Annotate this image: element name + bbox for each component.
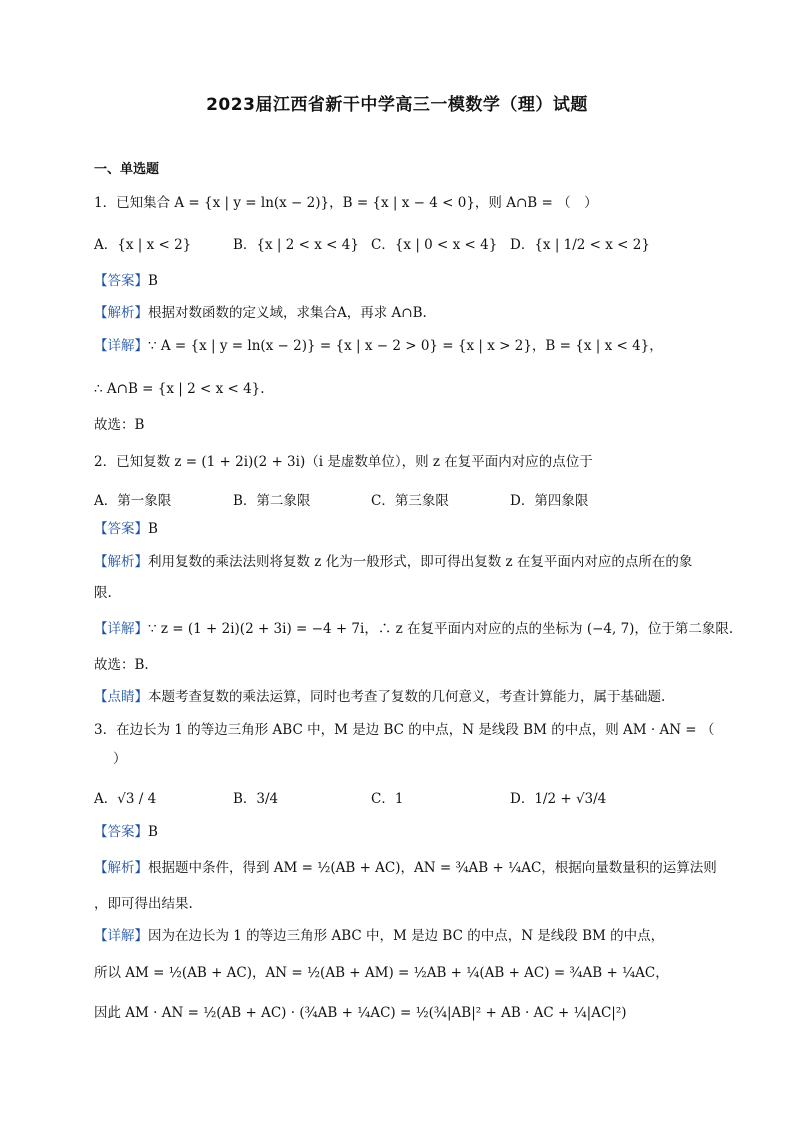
answer-value: B: [148, 824, 158, 840]
q3-detail-line3: 因此 AM · AN = ½(AB + AC) · (¾AB + ¼AC) = ½(¾|AB|² + AB · AC + ¼|AC|²): [94, 1005, 627, 1021]
q3-analysis-line1: [94, 858, 717, 878]
detail-tag: 【详解】: [94, 928, 148, 944]
q1-option-d: D．{x | 1/2 < x < 2}: [510, 237, 650, 253]
q3-option-d: D．1/2 + √3/4: [510, 791, 607, 807]
q2-comment: [94, 687, 665, 707]
q2-option-d: D．第四象限: [510, 493, 589, 509]
q2-option-b: B．第二象限: [233, 493, 311, 509]
q2-detail: [94, 619, 733, 639]
detail-text: ∵ A = {x | y = ln(x − 2)} = {x | x − 2 > 0} = {x | x > 2}，B = {x | x < 4}，: [148, 338, 663, 354]
q1-detail-line1: [94, 336, 663, 356]
q3-option-b: B．3/4: [233, 791, 279, 807]
q2-option-c: C．第三象限: [371, 493, 449, 509]
q2-choose: 故选：B.: [94, 657, 149, 673]
comment-tag: 【点睛】: [94, 689, 148, 705]
answer-value: B: [148, 273, 158, 289]
q3-answer: [94, 822, 158, 842]
answer-tag: 【答案】: [94, 521, 148, 537]
q3-detail-line1: [94, 926, 664, 946]
q3-analysis-line2: ，即可得出结果.: [94, 896, 193, 912]
q1-detail-line2: ∴ A∩B = {x | 2 < x < 4}.: [94, 381, 265, 397]
detail-text: ∵ z = (1 + 2i)(2 + 3i) = −4 + 7i，∴ z 在复平面内对应的点的坐标为 (−4, 7)，位于第二象限.: [148, 621, 734, 637]
q1-stem: 1．已知集合 A = {x | y = ln(x − 2)}，B = {x | x − 4 < 0}，则 A∩B = （ ）: [94, 195, 598, 211]
analysis-tag: 【解析】: [94, 554, 148, 570]
q1-analysis: [94, 303, 427, 323]
analysis-text: 根据对数函数的定义域，求集合A，再求 A∩B.: [148, 305, 427, 321]
q1-option-b: B．{x | 2 < x < 4}: [233, 237, 359, 253]
q2-analysis-line2: 限.: [94, 585, 112, 601]
q3-stem-line2: ）: [113, 751, 127, 767]
detail-text: 因为在边长为 1 的等边三角形 ABC 中，M 是边 BC 的中点，N 是线段 BM 的中点，: [148, 928, 665, 944]
answer-value: B: [148, 521, 158, 537]
analysis-text: 利用复数的乘法法则将复数 z 化为一般形式，即可得出复数 z 在复平面内对应的点所在的象: [148, 554, 693, 570]
answer-tag: 【答案】: [94, 824, 148, 840]
q1-option-a: A．{x | x < 2}: [94, 237, 192, 253]
answer-tag: 【答案】: [94, 273, 148, 289]
section-heading: 一、单选题: [94, 162, 160, 177]
analysis-tag: 【解析】: [94, 860, 148, 876]
detail-tag: 【详解】: [94, 621, 148, 637]
detail-tag: 【详解】: [94, 338, 148, 354]
q2-analysis-line1: [94, 552, 692, 572]
page-title: 2023届江西省新干中学高三一模数学（理）试题: [206, 95, 588, 115]
q3-stem-line1: 3．在边长为 1 的等边三角形 ABC 中，M 是边 BC 的中点，N 是线段 BM 的中点，则 AM · AN = （: [94, 722, 715, 738]
q2-option-a: A．第一象限: [94, 493, 172, 509]
analysis-text: 根据题中条件，得到 AM = ½(AB + AC)，AN = ¾AB + ¼AC，根据向量数量积的运算法则: [148, 860, 717, 876]
q3-option-a: A．√3 / 4: [94, 791, 157, 807]
q1-choose: 故选：B: [94, 417, 145, 433]
analysis-tag: 【解析】: [94, 305, 148, 321]
comment-text: 本题考查复数的乘法运算，同时也考查了复数的几何意义，考查计算能力，属于基础题.: [148, 689, 666, 705]
q3-detail-line2: 所以 AM = ½(AB + AC)，AN = ½(AB + AM) = ½AB + ¼(AB + AC) = ¾AB + ¼AC，: [94, 965, 669, 981]
q1-option-c: C．{x | 0 < x < 4}: [371, 237, 498, 253]
q1-answer: [94, 271, 158, 291]
q3-option-c: C．1: [371, 791, 404, 807]
q2-answer: [94, 519, 158, 539]
q2-stem: 2．已知复数 z = (1 + 2i)(2 + 3i)（i 是虚数单位），则 z 在复平面内对应的点位于: [94, 454, 593, 470]
